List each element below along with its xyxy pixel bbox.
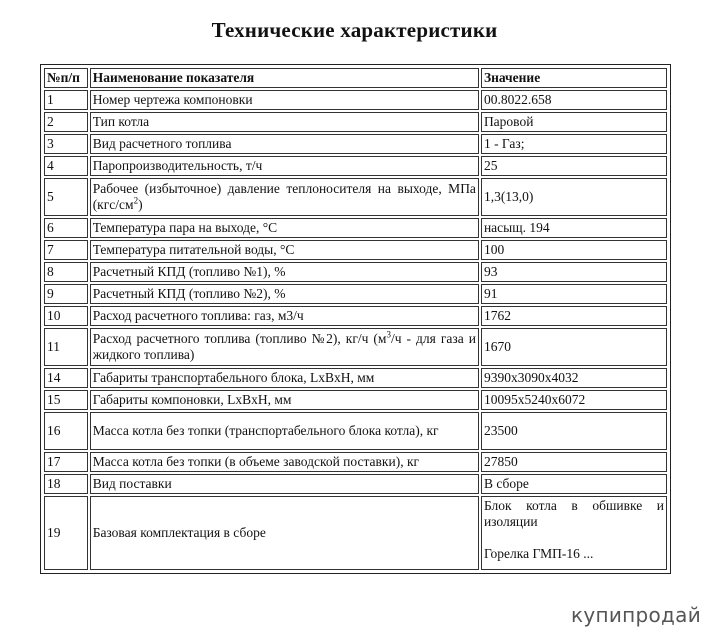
table-row	[44, 262, 667, 282]
header-value: Значение	[481, 68, 667, 88]
table-row	[44, 218, 667, 238]
table-row	[44, 412, 667, 450]
row-name: Температура питательной воды, °С	[90, 240, 479, 260]
row-value: 1,3(13,0)	[481, 178, 667, 216]
row-number: 19	[44, 496, 88, 570]
row-number: 1	[44, 90, 88, 110]
row-name: Масса котла без топки (в объеме заводской поставки), кг	[90, 452, 479, 472]
table-row	[44, 390, 667, 410]
row-number: 11	[44, 328, 88, 366]
row-name: Масса котла без топки (транспортабельного блока котла), кг	[90, 412, 479, 450]
row-number: 18	[44, 474, 88, 494]
page-title: Технические характеристики	[211, 18, 498, 42]
row-value: 1 - Газ;	[481, 134, 667, 154]
row-name: Габариты транспортабельного блока, LxBxH, мм	[90, 368, 479, 388]
row-value	[481, 496, 667, 570]
row-number: 7	[44, 240, 88, 260]
row-name: Паропроизводительность, т/ч	[90, 156, 479, 176]
table-row	[44, 112, 667, 132]
row-value: Паровой	[481, 112, 667, 132]
table-row	[44, 474, 667, 494]
specs-table	[42, 66, 669, 572]
row-name: Базовая комплектация в сборе	[90, 496, 479, 570]
row-value: 23500	[481, 412, 667, 450]
row-value: 9390x3090x4032	[481, 368, 667, 388]
table-row	[44, 452, 667, 472]
watermark-logo: купипродай	[563, 595, 709, 635]
row-number: 8	[44, 262, 88, 282]
row-name: Температура пара на выходе, °С	[90, 218, 479, 238]
row-number: 5	[44, 178, 88, 216]
row-name: Расход расчетного топлива: газ, м3/ч	[90, 306, 479, 326]
row-value: 27850	[481, 452, 667, 472]
row-number: 15	[44, 390, 88, 410]
table-row	[44, 90, 667, 110]
row-number: 4	[44, 156, 88, 176]
row-value: 93	[481, 262, 667, 282]
table-row	[44, 134, 667, 154]
row-name: Габариты компоновки, LxBxH, мм	[90, 390, 479, 410]
row-number: 10	[44, 306, 88, 326]
row-number: 9	[44, 284, 88, 304]
row-name	[90, 328, 479, 366]
row-name: Вид расчетного топлива	[90, 134, 479, 154]
header-number: №п/п	[44, 68, 88, 88]
table-row	[44, 368, 667, 388]
row-number: 14	[44, 368, 88, 388]
row-number: 17	[44, 452, 88, 472]
row-name: Номер чертежа компоновки	[90, 90, 479, 110]
table-row	[44, 178, 667, 216]
row-name: Вид поставки	[90, 474, 479, 494]
row-value: 00.8022.658	[481, 90, 667, 110]
row-name: Расчетный КПД (топливо №1), %	[90, 262, 479, 282]
row-value-line: Блок котла в обшивке и изоляции	[483, 498, 664, 529]
row-value: В сборе	[481, 474, 667, 494]
table-row	[44, 156, 667, 176]
specs-table-frame	[40, 64, 671, 574]
row-value: насыщ. 194	[481, 218, 667, 238]
row-number: 16	[44, 412, 88, 450]
row-number: 3	[44, 134, 88, 154]
table-row	[44, 306, 667, 326]
table-row	[44, 328, 667, 366]
row-value: 100	[481, 240, 667, 260]
table-row	[44, 240, 667, 260]
header-name: Наименование показателя	[90, 68, 479, 88]
row-value: 1670	[481, 328, 667, 366]
row-name: Тип котла	[90, 112, 479, 132]
row-name-text: Расход расчетного топлива (топливо №2), кг/ч (м	[92, 331, 387, 346]
row-name-superscript: 2	[133, 195, 139, 206]
row-name	[90, 178, 479, 216]
row-value: 10095x5240x6072	[481, 390, 667, 410]
row-value-line: Горелка ГМП-16 ...	[483, 546, 594, 561]
table-header-row	[44, 68, 667, 88]
row-value: 25	[481, 156, 667, 176]
row-name-text: Рабочее (избыточное) давление теплоносителя на выходе, МПа (кгс/см	[92, 181, 476, 212]
row-name: Расчетный КПД (топливо №2), %	[90, 284, 479, 304]
row-value: 91	[481, 284, 667, 304]
row-name-superscript: 3	[386, 329, 391, 340]
row-value: 1762	[481, 306, 667, 326]
row-name-tail: /ч - для газа и жидкого топлива)	[92, 331, 476, 362]
row-number: 6	[44, 218, 88, 238]
row-name-tail: )	[138, 197, 143, 212]
table-row	[44, 496, 667, 570]
row-number: 2	[44, 112, 88, 132]
table-row	[44, 284, 667, 304]
